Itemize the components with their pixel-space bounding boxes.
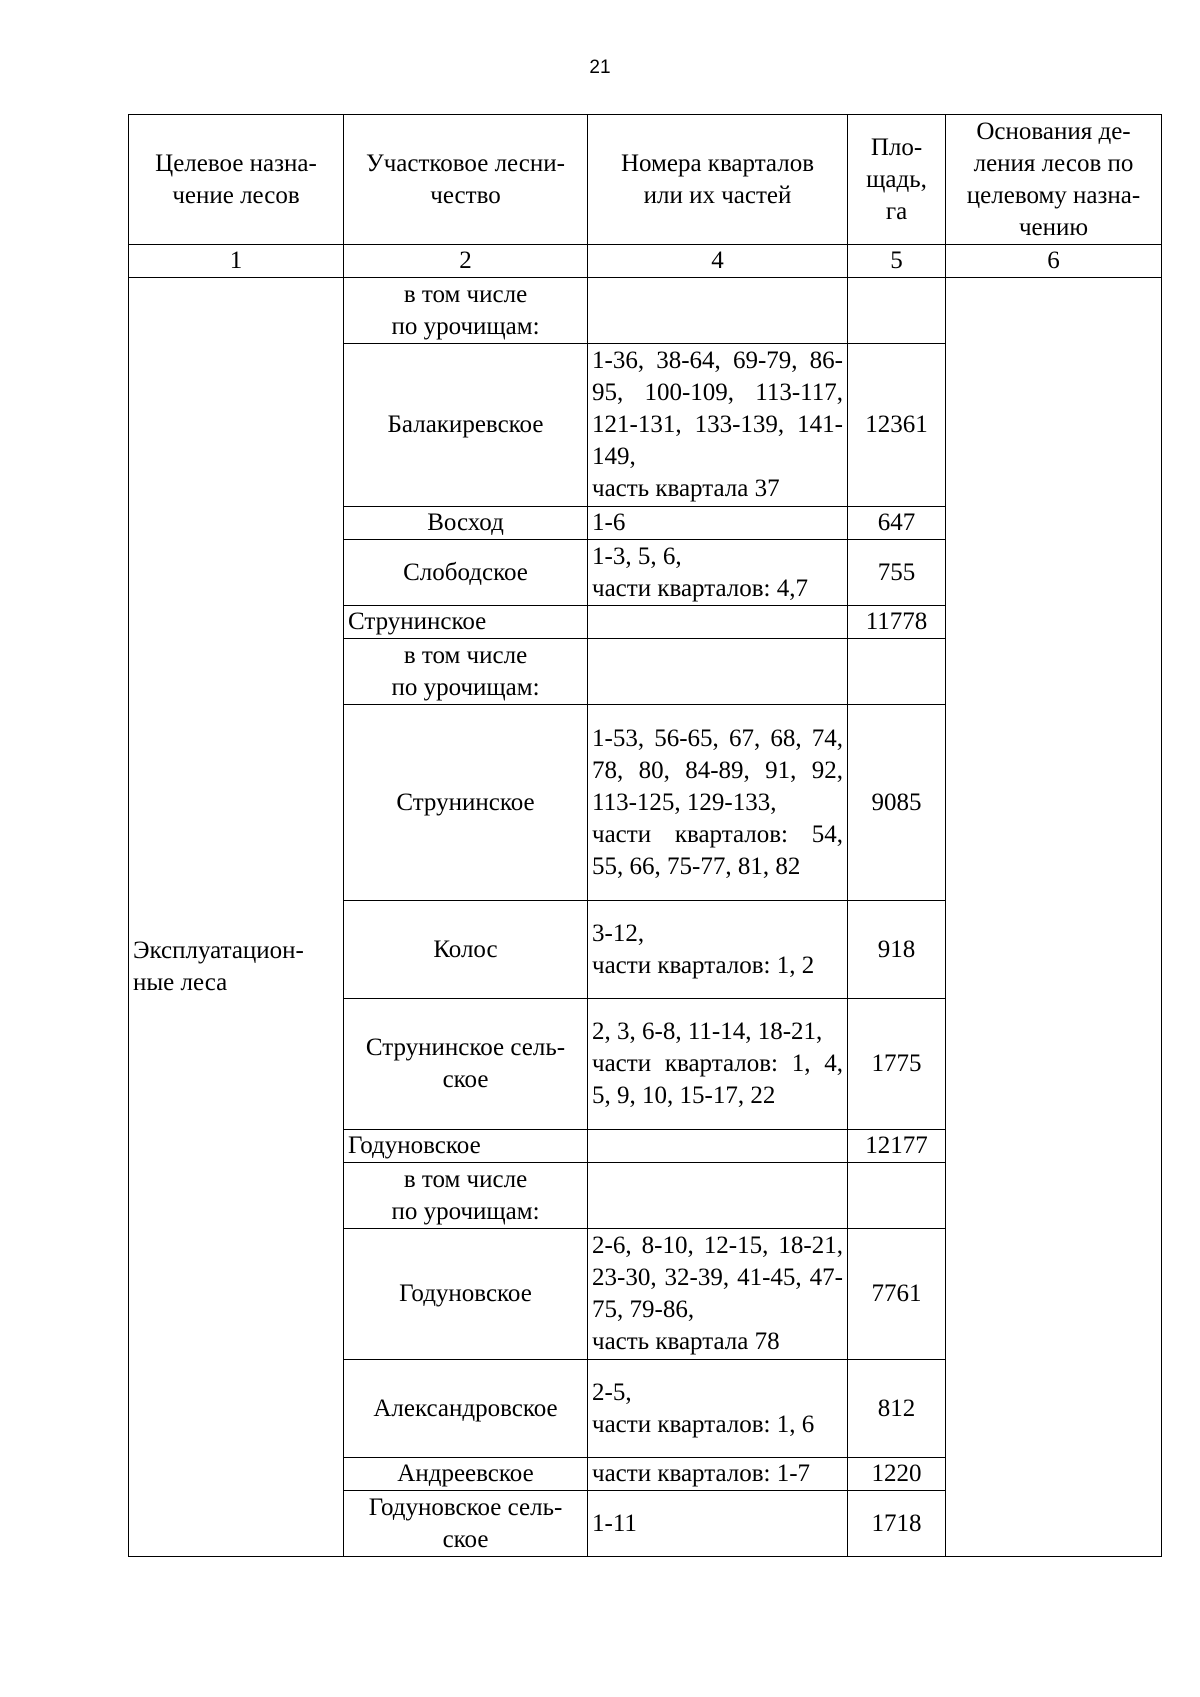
district-cell: Балакиревское — [344, 344, 588, 507]
quarters-cell: части кварталов: 1-7 — [588, 1458, 848, 1491]
area-cell: 1775 — [848, 999, 946, 1130]
area-cell — [848, 639, 946, 705]
district-cell: Годуновское — [344, 1130, 588, 1163]
district-cell: Годуновское — [344, 1229, 588, 1360]
area-cell: 1220 — [848, 1458, 946, 1491]
quarters-cell: 1-11 — [588, 1491, 848, 1557]
header-basis: Основания де- ления лесов по целевому назна- чению — [946, 115, 1162, 245]
quarters-cell — [588, 1163, 848, 1229]
district-cell: Андреевское — [344, 1458, 588, 1491]
quarters-cell — [588, 606, 848, 639]
quarters-cell: 3-12, части кварталов: 1, 2 — [588, 901, 848, 999]
area-cell — [848, 1163, 946, 1229]
column-number: 6 — [946, 245, 1162, 278]
quarters-cell — [588, 1130, 848, 1163]
quarters-cell: 1-36, 38-64, 69-79, 86-95, 100-109, 113-117, 121-131, 133-139, 141-149, часть квартала 37 — [588, 344, 848, 507]
quarters-cell: 2, 3, 6-8, 11-14, 18-21, части кварталов: 1, 4, 5, 9, 10, 15-17, 22 — [588, 999, 848, 1130]
area-cell: 12177 — [848, 1130, 946, 1163]
header-row — [129, 115, 1162, 245]
district-cell: Восход — [344, 507, 588, 540]
area-cell: 9085 — [848, 705, 946, 901]
header-district: Участковое лесни- чество — [344, 115, 588, 245]
forest-purpose-table — [128, 114, 1162, 1557]
quarters-cell: 1-6 — [588, 507, 848, 540]
area-cell: 7761 — [848, 1229, 946, 1360]
quarters-cell: 2-5, части кварталов: 1, 6 — [588, 1360, 848, 1458]
district-cell: Александровское — [344, 1360, 588, 1458]
district-cell: Струнинское сель- ское — [344, 999, 588, 1130]
column-number: 4 — [588, 245, 848, 278]
page-number: 21 — [589, 57, 611, 78]
table-row — [129, 278, 1162, 344]
quarters-cell: 2-6, 8-10, 12-15, 18-21, 23-30, 32-39, 41-45, 47-75, 79-86, часть квартала 78 — [588, 1229, 848, 1360]
district-cell: Слободское — [344, 540, 588, 606]
quarters-cell — [588, 278, 848, 344]
district-cell: Годуновское сель- ское — [344, 1491, 588, 1557]
column-number: 2 — [344, 245, 588, 278]
quarters-cell: 1-3, 5, 6, части кварталов: 4,7 — [588, 540, 848, 606]
header-quarters: Номера кварталов или их частей — [588, 115, 848, 245]
district-cell: Струнинское — [344, 606, 588, 639]
basis-cell — [946, 278, 1162, 1557]
purpose-cell: Эксплуатацион- ные леса — [129, 278, 344, 1557]
quarters-cell — [588, 639, 848, 705]
district-cell: в том числе по урочищам: — [344, 639, 588, 705]
column-number-row — [129, 245, 1162, 278]
area-cell: 11778 — [848, 606, 946, 639]
district-cell: Струнинское — [344, 705, 588, 901]
area-cell: 1718 — [848, 1491, 946, 1557]
quarters-cell: 1-53, 56-65, 67, 68, 74, 78, 80, 84-89, 91, 92, 113-125, 129-133, части кварталов: 54, 55, 66, 75-77, 81, 82 — [588, 705, 848, 901]
area-cell: 755 — [848, 540, 946, 606]
column-number: 5 — [848, 245, 946, 278]
header-area: Пло- щадь, га — [848, 115, 946, 245]
district-cell: в том числе по урочищам: — [344, 278, 588, 344]
header-purpose: Целевое назна- чение лесов — [129, 115, 344, 245]
area-cell: 12361 — [848, 344, 946, 507]
area-cell: 918 — [848, 901, 946, 999]
column-number: 1 — [129, 245, 344, 278]
district-cell: Колос — [344, 901, 588, 999]
district-cell: в том числе по урочищам: — [344, 1163, 588, 1229]
area-cell: 647 — [848, 507, 946, 540]
area-cell: 812 — [848, 1360, 946, 1458]
area-cell — [848, 278, 946, 344]
